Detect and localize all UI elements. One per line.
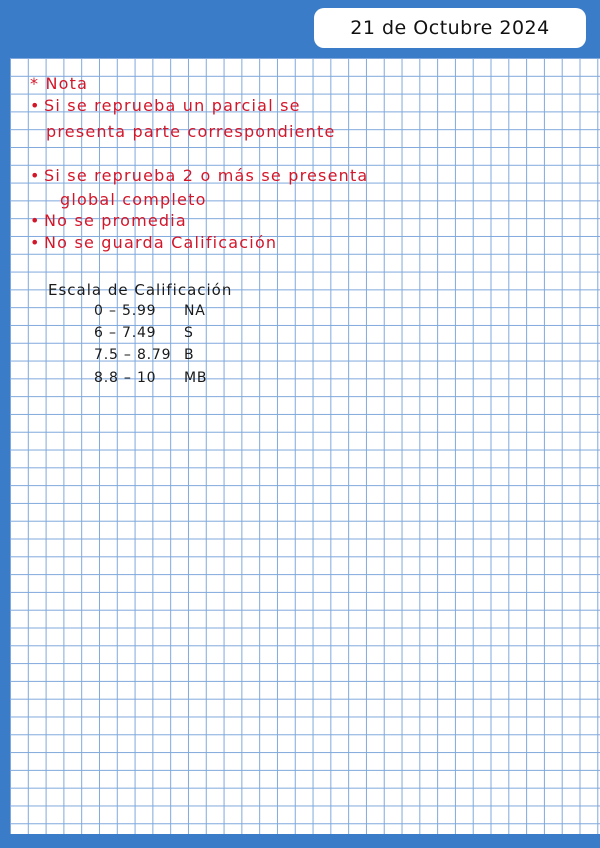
bullet-dot: •: [30, 166, 41, 185]
note-bullet-3: [30, 211, 187, 230]
scale-range: 8.8 – 10: [94, 370, 157, 386]
note-text: Si se reprueba un parcial se: [44, 96, 301, 115]
note-bullet-1-line-1: [30, 96, 301, 115]
scale-row: [94, 303, 224, 319]
note-bullet-4: [30, 233, 277, 252]
note-text: Si se reprueba 2 o más se presenta: [44, 166, 369, 185]
scale-grade: B: [184, 347, 195, 363]
note-bullet-2-line-1: [30, 166, 368, 185]
date-label: 21 de Octubre 2024: [314, 8, 586, 48]
scale-row: [94, 370, 224, 386]
note-heading: * Nota: [30, 74, 89, 93]
note-text: No se promedia: [44, 211, 187, 230]
note-bullet-1-line-2: presenta parte correspondiente: [46, 122, 336, 141]
note-bullet-2-line-2: global completo: [60, 190, 207, 209]
bullet-dot: •: [30, 96, 41, 115]
bullet-dot: •: [30, 233, 41, 252]
scale-grade: NA: [184, 303, 206, 319]
scale-row: [94, 325, 224, 341]
bullet-dot: •: [30, 211, 41, 230]
scale-range: 7.5 – 8.79: [94, 347, 172, 363]
scale-grade: S: [184, 325, 194, 341]
scale-range: 0 – 5.99: [94, 303, 157, 319]
scale-title: Escala de Calificación: [48, 281, 233, 299]
scale-range: 6 – 7.49: [94, 325, 157, 341]
scale-row: [94, 347, 224, 363]
scale-grade: MB: [184, 370, 208, 386]
note-text: No se guarda Calificación: [44, 233, 278, 252]
